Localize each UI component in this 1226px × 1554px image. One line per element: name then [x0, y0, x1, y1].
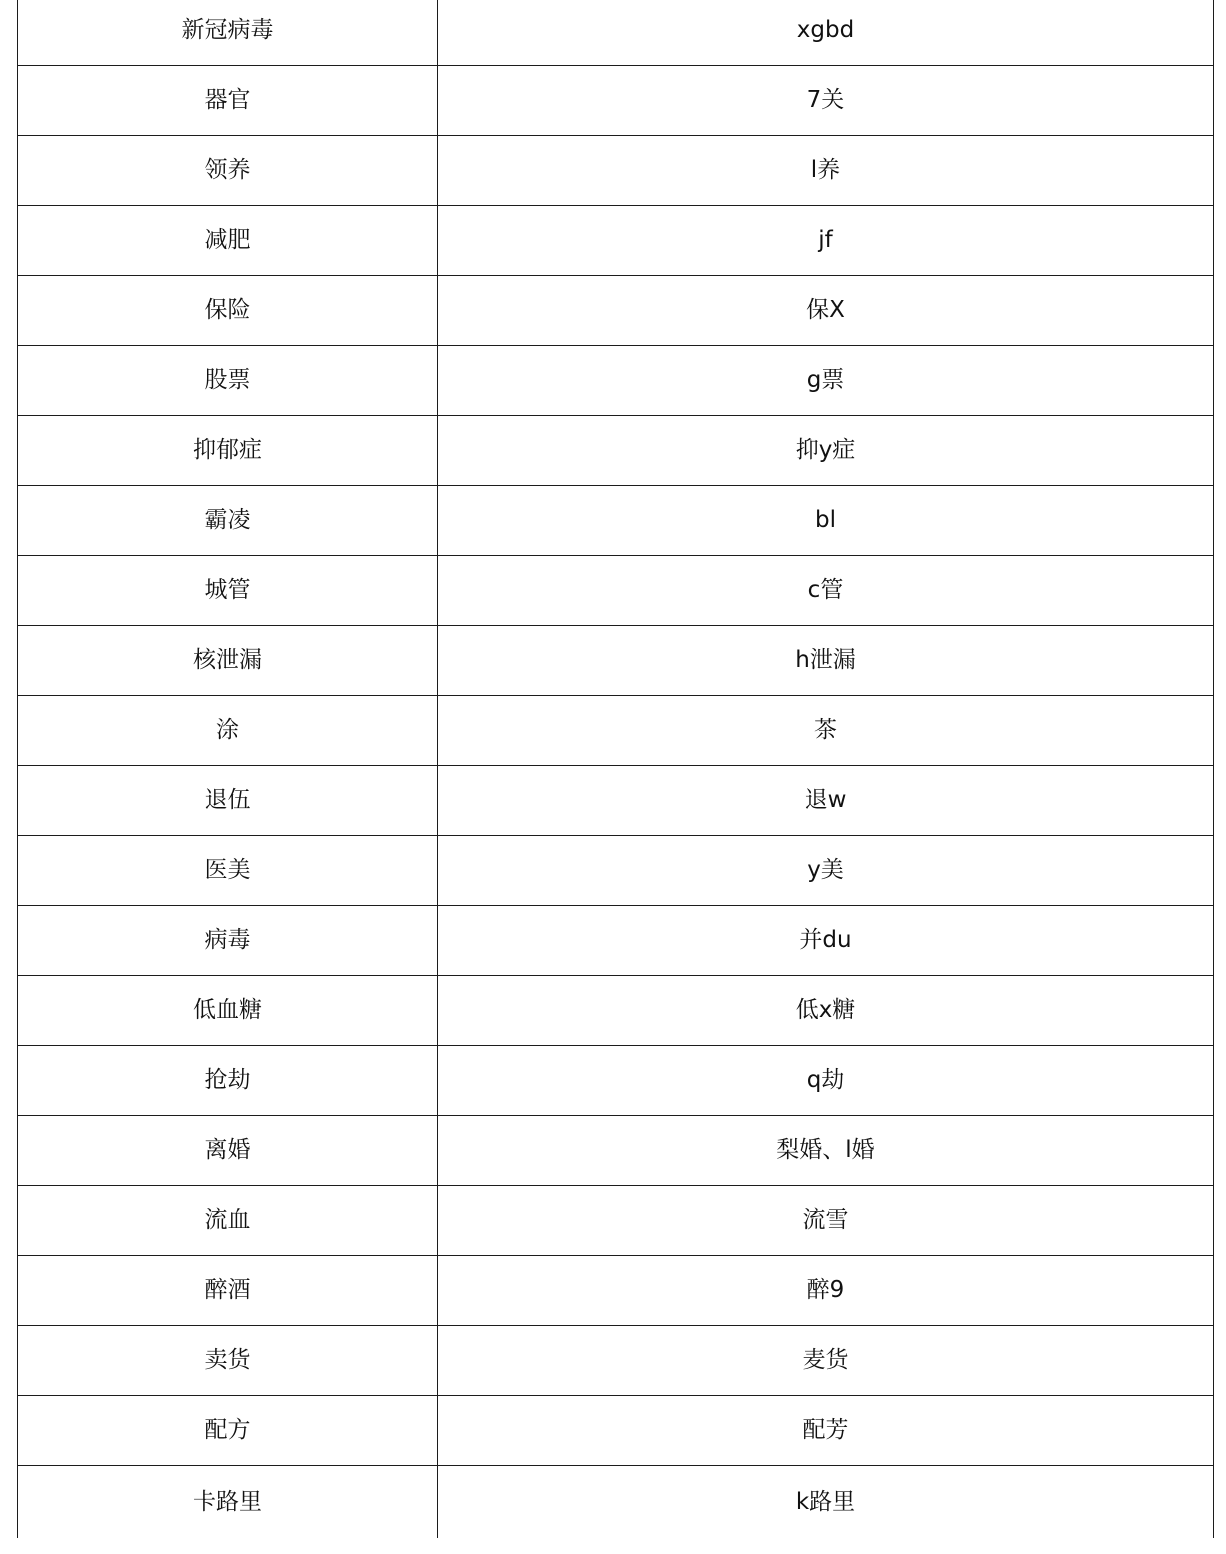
table-row: [18, 206, 1214, 276]
table-row: [18, 1396, 1214, 1466]
alt-cell: y美: [438, 836, 1214, 906]
table-row: [18, 696, 1214, 766]
alt-cell: q劫: [438, 1046, 1214, 1116]
alt-cell: jf: [438, 206, 1214, 276]
alt-cell: k路里: [438, 1466, 1214, 1539]
term-cell: 抢劫: [18, 1046, 438, 1116]
alt-cell: 配芳: [438, 1396, 1214, 1466]
term-cell: 医美: [18, 836, 438, 906]
alt-cell: 梨婚、l婚: [438, 1116, 1214, 1186]
table-row: [18, 66, 1214, 136]
table-row: [18, 906, 1214, 976]
term-cell: 退伍: [18, 766, 438, 836]
alt-cell: h泄漏: [438, 626, 1214, 696]
term-table-container: [17, 0, 1214, 1538]
term-cell: 低血糖: [18, 976, 438, 1046]
alt-cell: 并du: [438, 906, 1214, 976]
table-row: [18, 486, 1214, 556]
term-cell: 新冠病毒: [18, 0, 438, 66]
alt-cell: 保X: [438, 276, 1214, 346]
alt-cell: 7关: [438, 66, 1214, 136]
term-cell: 病毒: [18, 906, 438, 976]
alt-cell: g票: [438, 346, 1214, 416]
alt-cell: 醉9: [438, 1256, 1214, 1326]
term-cell: 涂: [18, 696, 438, 766]
table-row: [18, 1186, 1214, 1256]
table-row: [18, 836, 1214, 906]
table-row: [18, 626, 1214, 696]
alt-cell: 低x糖: [438, 976, 1214, 1046]
table-row: [18, 976, 1214, 1046]
alt-cell: 退w: [438, 766, 1214, 836]
term-cell: 配方: [18, 1396, 438, 1466]
table-row: [18, 0, 1214, 66]
term-cell: 股票: [18, 346, 438, 416]
term-cell: 流血: [18, 1186, 438, 1256]
term-cell: 核泄漏: [18, 626, 438, 696]
term-cell: 减肥: [18, 206, 438, 276]
table-row: [18, 766, 1214, 836]
term-table-body: [18, 0, 1214, 1538]
table-row: [18, 416, 1214, 486]
table-row: [18, 556, 1214, 626]
alt-cell: l养: [438, 136, 1214, 206]
table-row: [18, 136, 1214, 206]
term-cell: 卖货: [18, 1326, 438, 1396]
table-row: [18, 346, 1214, 416]
table-row: [18, 1116, 1214, 1186]
term-cell: 抑郁症: [18, 416, 438, 486]
table-row: [18, 1256, 1214, 1326]
alt-cell: bl: [438, 486, 1214, 556]
term-cell: 卡路里: [18, 1466, 438, 1539]
term-cell: 器官: [18, 66, 438, 136]
alt-cell: 麦货: [438, 1326, 1214, 1396]
alt-cell: xgbd: [438, 0, 1214, 66]
term-cell: 保险: [18, 276, 438, 346]
term-cell: 城管: [18, 556, 438, 626]
term-cell: 霸凌: [18, 486, 438, 556]
term-cell: 离婚: [18, 1116, 438, 1186]
alt-cell: 茶: [438, 696, 1214, 766]
table-row: [18, 276, 1214, 346]
table-row: [18, 1326, 1214, 1396]
term-cell: 领养: [18, 136, 438, 206]
alt-cell: c管: [438, 556, 1214, 626]
term-table: [17, 0, 1214, 1538]
alt-cell: 抑y症: [438, 416, 1214, 486]
term-cell: 醉酒: [18, 1256, 438, 1326]
table-row: [18, 1046, 1214, 1116]
alt-cell: 流雪: [438, 1186, 1214, 1256]
table-row: [18, 1466, 1214, 1539]
